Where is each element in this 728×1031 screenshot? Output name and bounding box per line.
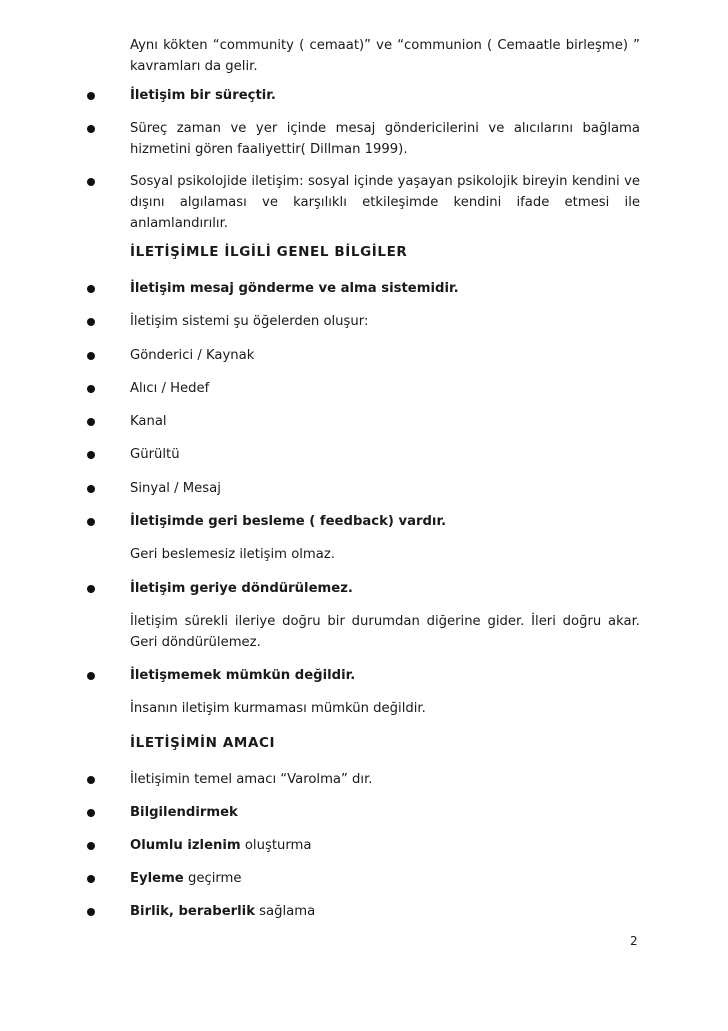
bullet-icon: [87, 908, 95, 916]
intro-line-1: Aynı kökten “community ( cemaat)” ve “communion ( Cemaatle birleşme) ”: [130, 38, 640, 53]
list-item-eyleme: [130, 868, 640, 889]
bullet-icon: [87, 875, 95, 883]
bullet-icon: [87, 418, 95, 426]
ileri-line-1: İletişim sürekli ileriye doğru bir durumdan diğerine gider. İleri doğru akar.: [130, 614, 640, 629]
eyleme-bold: Eyleme: [130, 871, 184, 886]
bullet-icon: [87, 585, 95, 593]
list-item-bilgilendirmek: Bilgilendirmek: [130, 805, 238, 820]
bullet-icon: [87, 92, 95, 100]
list-item-zaman: [130, 118, 640, 160]
list-item-olumlu: [130, 835, 640, 856]
list-item-alici: Alıcı / Hedef: [130, 381, 210, 396]
list-item-ogeler: İletişim sistemi şu öğelerden oluşur:: [130, 314, 369, 329]
bullet-icon: [87, 672, 95, 680]
list-item-kanal: Kanal: [130, 414, 167, 429]
bullet-icon: [87, 842, 95, 850]
sosyal-line-3: anlamlandırılır.: [130, 216, 228, 231]
ileri-line-2: Geri döndürülemez.: [130, 635, 261, 650]
bullet-icon: [87, 178, 95, 186]
bullet-icon: [87, 352, 95, 360]
birlik-bold: Birlik, beraberlik: [130, 904, 255, 919]
list-item-geri-dondurulemez: İletişim geriye döndürülemez.: [130, 581, 353, 596]
bullet-icon: [87, 809, 95, 817]
zaman-line-2: hizmetini gören faaliyettir( Dillman 1999).: [130, 142, 408, 157]
intro-line-2: kavramları da gelir.: [130, 59, 258, 74]
insan-paragraph: İnsanın iletişim kurmaması mümkün değildir.: [130, 701, 426, 716]
list-item-temel: İletişimin temel amacı “Varolma” dır.: [130, 772, 373, 787]
list-item-birlik: [130, 901, 640, 922]
bullet-icon: [87, 451, 95, 459]
birlik-rest: sağlama: [254, 904, 316, 919]
zaman-line-1: Süreç zaman ve yer içinde mesaj göndericilerini ve alıcılarını bağlama: [130, 121, 640, 136]
list-item-sistem: İletişim mesaj gönderme ve alma sistemidir.: [130, 281, 459, 296]
bullet-icon: [87, 285, 95, 293]
list-item-iletismemek: İletişmemek mümkün değildir.: [130, 668, 356, 683]
olumlu-bold: Olumlu izlenim: [130, 838, 241, 853]
section-heading-amaci: İLETİŞİMİN AMACI: [130, 735, 276, 751]
eyleme-rest: geçirme: [183, 871, 242, 886]
intro-paragraph: [130, 35, 640, 77]
list-item-sinyal: Sinyal / Mesaj: [130, 481, 221, 496]
bullet-icon: [87, 318, 95, 326]
list-item-surec: İletişim bir süreçtir.: [130, 88, 276, 103]
sosyal-line-1: Sosyal psikolojide iletişim: sosyal içinde yaşayan psikolojik bireyin kendini ve: [130, 174, 640, 189]
section-heading-genel-bilgiler: İLETİŞİMLE İLGİLİ GENEL BİLGİLER: [130, 244, 408, 260]
list-item-geri-besleme: İletişimde geri besleme ( feedback) vardır.: [130, 514, 447, 529]
bullet-icon: [87, 125, 95, 133]
geri-besleme-note: Geri beslemesiz iletişim olmaz.: [130, 547, 335, 562]
page-number: 2: [630, 934, 638, 948]
bullet-icon: [87, 518, 95, 526]
bullet-icon: [87, 776, 95, 784]
olumlu-rest: oluşturma: [240, 838, 312, 853]
list-item-gurultu: Gürültü: [130, 447, 180, 462]
ileri-paragraph: [130, 611, 640, 653]
sosyal-line-2: dışını algılaması ve karşılıklı etkileşimde kendini ifade etmesi ile: [130, 195, 640, 210]
list-item-gonderici: Gönderici / Kaynak: [130, 348, 255, 363]
bullet-icon: [87, 385, 95, 393]
bullet-icon: [87, 485, 95, 493]
list-item-sosyal: [130, 171, 640, 234]
